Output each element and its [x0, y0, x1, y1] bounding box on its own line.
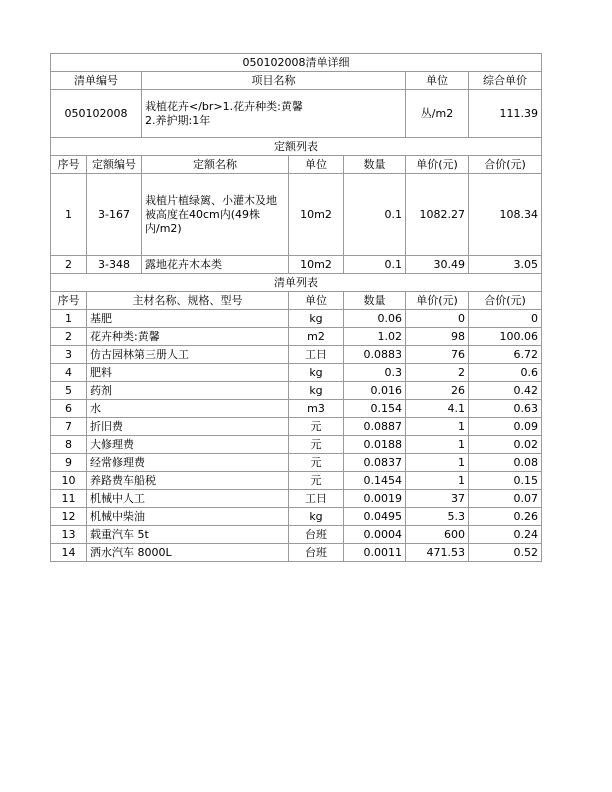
quota-price: 30.49 [406, 256, 469, 274]
quota-section-title: 定额列表 [51, 138, 542, 156]
quota-unit-header: 单位 [289, 156, 344, 174]
bill-detail-table [50, 53, 542, 562]
list-total: 0 [469, 310, 542, 328]
list-seq: 3 [51, 346, 87, 364]
quota-header-row [51, 156, 542, 174]
item-price: 111.39 [469, 90, 542, 138]
list-seq: 11 [51, 490, 87, 508]
list-total: 0.08 [469, 454, 542, 472]
list-price: 76 [406, 346, 469, 364]
list-qty: 0.06 [344, 310, 406, 328]
list-total: 0.24 [469, 526, 542, 544]
list-row [51, 382, 542, 400]
list-total: 0.07 [469, 490, 542, 508]
list-unit: kg [289, 310, 344, 328]
item-header-row [51, 72, 542, 90]
list-price: 1 [406, 418, 469, 436]
list-name: 水 [87, 400, 289, 418]
list-seq: 8 [51, 436, 87, 454]
list-name: 载重汽车 5t [87, 526, 289, 544]
list-total: 0.09 [469, 418, 542, 436]
item-unit: 丛/m2 [406, 90, 469, 138]
list-seq: 1 [51, 310, 87, 328]
list-name: 经常修理费 [87, 454, 289, 472]
quota-total: 3.05 [469, 256, 542, 274]
list-seq: 5 [51, 382, 87, 400]
list-total-header: 合价(元) [469, 292, 542, 310]
list-price: 0 [406, 310, 469, 328]
list-qty: 0.0883 [344, 346, 406, 364]
list-qty: 0.0011 [344, 544, 406, 562]
list-row [51, 418, 542, 436]
list-qty: 0.3 [344, 364, 406, 382]
list-seq: 6 [51, 400, 87, 418]
item-unit-header: 单位 [406, 72, 469, 90]
list-row [51, 472, 542, 490]
quota-code: 3-167 [87, 174, 142, 256]
list-name: 机械中柴油 [87, 508, 289, 526]
list-seq: 7 [51, 418, 87, 436]
quota-price-header: 单价(元) [406, 156, 469, 174]
list-row [51, 490, 542, 508]
quota-seq: 2 [51, 256, 87, 274]
quota-name: 露地花卉木本类 [142, 256, 289, 274]
list-row [51, 544, 542, 562]
item-row [51, 90, 542, 138]
list-name: 养路费车船税 [87, 472, 289, 490]
list-header-row [51, 292, 542, 310]
list-total: 0.52 [469, 544, 542, 562]
list-section-title: 清单列表 [51, 274, 542, 292]
list-unit: 工日 [289, 490, 344, 508]
list-name: 花卉种类:黄馨 [87, 328, 289, 346]
list-name: 机械中人工 [87, 490, 289, 508]
quota-price: 1082.27 [406, 174, 469, 256]
list-unit: m2 [289, 328, 344, 346]
list-qty: 1.02 [344, 328, 406, 346]
list-price: 37 [406, 490, 469, 508]
quota-qty-header: 数量 [344, 156, 406, 174]
quota-row [51, 174, 542, 256]
list-unit: kg [289, 382, 344, 400]
list-unit: 元 [289, 436, 344, 454]
list-unit: m3 [289, 400, 344, 418]
list-qty: 0.0188 [344, 436, 406, 454]
list-qty: 0.0495 [344, 508, 406, 526]
list-unit: kg [289, 364, 344, 382]
table-body [51, 54, 542, 562]
list-row [51, 310, 542, 328]
quota-seq: 1 [51, 174, 87, 256]
quota-qty: 0.1 [344, 256, 406, 274]
list-row [51, 400, 542, 418]
quota-unit: 10m2 [289, 256, 344, 274]
list-unit: 工日 [289, 346, 344, 364]
item-code-header: 清单编号 [51, 72, 142, 90]
list-qty: 0.0019 [344, 490, 406, 508]
list-price-header: 单价(元) [406, 292, 469, 310]
list-unit: 元 [289, 418, 344, 436]
list-seq: 9 [51, 454, 87, 472]
list-row [51, 346, 542, 364]
list-name: 药剂 [87, 382, 289, 400]
list-price: 1 [406, 454, 469, 472]
item-name-header: 项目名称 [142, 72, 406, 90]
list-name: 基肥 [87, 310, 289, 328]
list-seq: 2 [51, 328, 87, 346]
quota-total-header: 合价(元) [469, 156, 542, 174]
page-title: 050102008清单详细 [51, 54, 542, 72]
list-row [51, 526, 542, 544]
list-name: 肥料 [87, 364, 289, 382]
list-seq: 10 [51, 472, 87, 490]
list-unit-header: 单位 [289, 292, 344, 310]
list-total: 0.63 [469, 400, 542, 418]
item-code: 050102008 [51, 90, 142, 138]
list-row [51, 436, 542, 454]
list-unit: 台班 [289, 526, 344, 544]
list-row [51, 508, 542, 526]
list-qty: 0.0004 [344, 526, 406, 544]
list-qty: 0.0837 [344, 454, 406, 472]
quota-row [51, 256, 542, 274]
list-seq: 12 [51, 508, 87, 526]
list-qty: 0.1454 [344, 472, 406, 490]
quota-unit: 10m2 [289, 174, 344, 256]
quota-section-row [51, 138, 542, 156]
quota-code: 3-348 [87, 256, 142, 274]
list-unit: 元 [289, 472, 344, 490]
list-name-header: 主材名称、规格、型号 [87, 292, 289, 310]
list-seq: 4 [51, 364, 87, 382]
list-total: 100.06 [469, 328, 542, 346]
list-price: 98 [406, 328, 469, 346]
list-seq-header: 序号 [51, 292, 87, 310]
list-unit: 台班 [289, 544, 344, 562]
list-price: 26 [406, 382, 469, 400]
list-row [51, 454, 542, 472]
list-total: 0.02 [469, 436, 542, 454]
list-qty: 0.0887 [344, 418, 406, 436]
list-name: 仿古园林第三册人工 [87, 346, 289, 364]
list-total: 0.15 [469, 472, 542, 490]
list-row [51, 328, 542, 346]
quota-qty: 0.1 [344, 174, 406, 256]
list-qty-header: 数量 [344, 292, 406, 310]
list-section-row [51, 274, 542, 292]
quota-total: 108.34 [469, 174, 542, 256]
list-unit: kg [289, 508, 344, 526]
list-total: 0.6 [469, 364, 542, 382]
list-price: 1 [406, 472, 469, 490]
list-seq: 14 [51, 544, 87, 562]
list-row [51, 364, 542, 382]
list-name: 洒水汽车 8000L [87, 544, 289, 562]
list-name: 折旧费 [87, 418, 289, 436]
list-qty: 0.016 [344, 382, 406, 400]
list-price: 471.53 [406, 544, 469, 562]
quota-seq-header: 序号 [51, 156, 87, 174]
list-price: 1 [406, 436, 469, 454]
list-price: 5.3 [406, 508, 469, 526]
list-total: 6.72 [469, 346, 542, 364]
list-total: 0.42 [469, 382, 542, 400]
list-price: 600 [406, 526, 469, 544]
quota-name-header: 定额名称 [142, 156, 289, 174]
list-qty: 0.154 [344, 400, 406, 418]
list-total: 0.26 [469, 508, 542, 526]
title-row [51, 54, 542, 72]
list-unit: 元 [289, 454, 344, 472]
item-name: 栽植花卉</br>1.花卉种类:黄馨 2.养护期:1年 [142, 90, 406, 138]
quota-name: 栽植片植绿篱、小灌木及地被高度在40cm内(49株内/m2) [142, 174, 289, 256]
item-price-header: 综合单价 [469, 72, 542, 90]
quota-code-header: 定额编号 [87, 156, 142, 174]
list-price: 2 [406, 364, 469, 382]
list-price: 4.1 [406, 400, 469, 418]
list-seq: 13 [51, 526, 87, 544]
list-name: 大修理费 [87, 436, 289, 454]
